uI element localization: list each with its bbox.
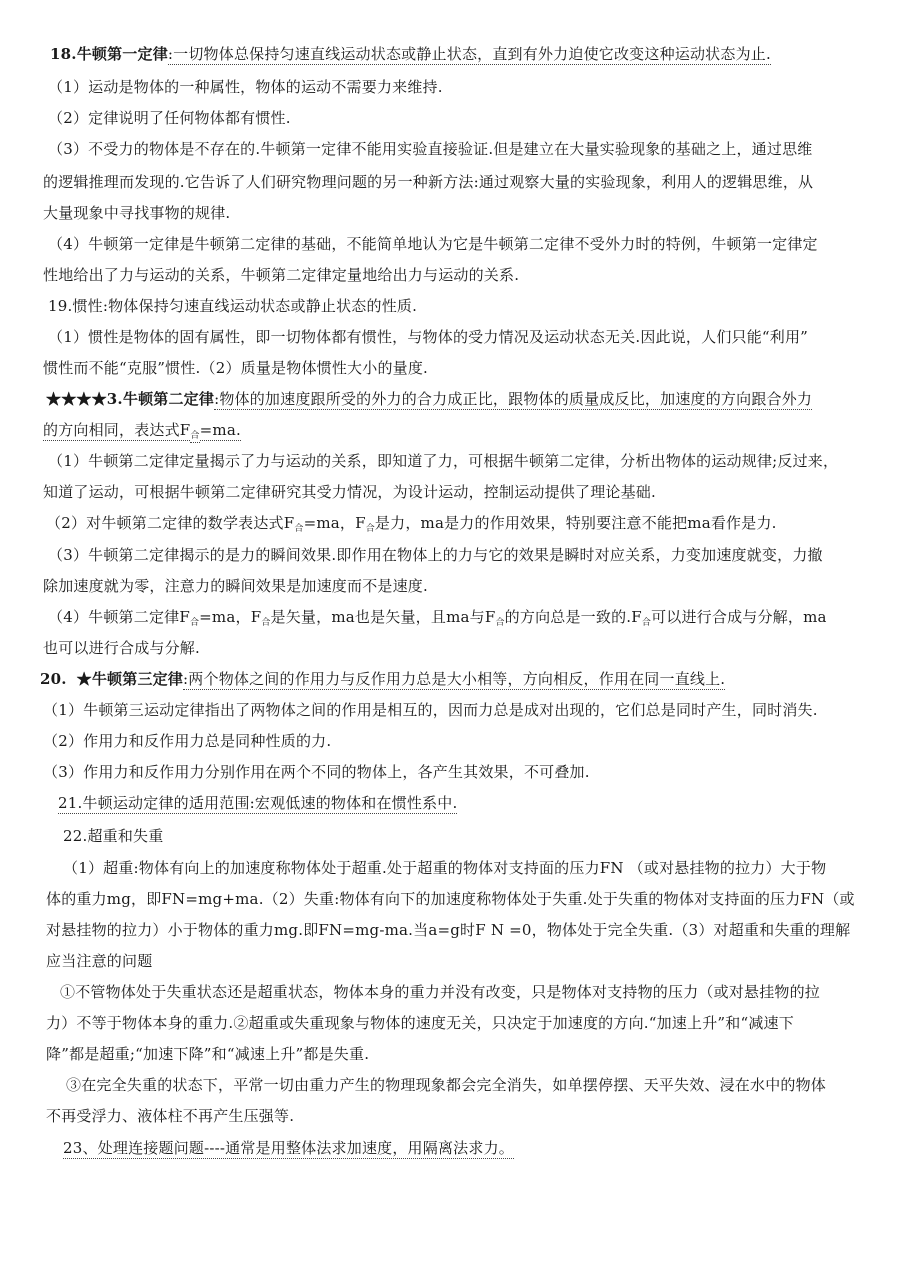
section-number: 18. — [50, 45, 77, 63]
paragraph: 也可以进行合成与分解. — [43, 639, 200, 657]
law-definition: :两个物体之间的作用力与反作用力总是大小相等，方向相反，作用在同一直线上. — [183, 670, 726, 688]
paragraph: 不再受浮力、液体柱不再产生压强等. — [46, 1107, 295, 1125]
paragraph: （2）对牛顿第二定律的数学表达式$F_合=ma$，$F_合$是力，ma是力的作用效果，特别要注意不能把ma看作是力. — [46, 514, 777, 534]
paragraph: 的逻辑推理而发现的.它告诉了人们研究物理问题的另一种新方法:通过观察大量的实验现象，利用人的逻辑思维，从 — [43, 173, 814, 191]
paragraph: （1）惯性是物体的固有属性，即一切物体都有惯性，与物体的受力情况及运动状态无关.因此说，人们只能“利用” — [48, 328, 809, 346]
paragraph: ①不管物体处于失重状态还是超重状态，物体本身的重力并没有改变，只是物体对支持物的压力（或对悬挂物的拉 — [60, 983, 821, 1001]
section-second-law-heading — [46, 389, 812, 409]
paragraph: 力）不等于物体本身的重力.②超重或失重现象与物体的速度无关，只决定于加速度的方向.“加速上升”和“减速下 — [46, 1014, 794, 1032]
section-18-heading — [50, 44, 771, 64]
law-title: 牛顿第二定律 — [122, 390, 215, 408]
section-23: 23、处理连接题问题----通常是用整体法求加速度，用隔离法求力。 — [63, 1139, 514, 1157]
paragraph: ③在完全失重的状态下，平常一切由重力产生的物理现象都会完全消失，如单摆停摆、天平失效、浸在水中的物体 — [66, 1076, 827, 1094]
law-title: ★牛顿第三定律 — [76, 670, 184, 688]
paragraph: （1）超重:物体有向上的加速度称物体处于超重.处于超重的物体对支持面的压力FN （或对悬挂物的拉力）大于物 — [63, 859, 827, 877]
paragraph: 惯性而不能“克服”惯性.（2）质量是物体惯性大小的量度. — [43, 359, 429, 377]
section-20-heading — [40, 669, 725, 689]
paragraph: 应当注意的问题 — [46, 952, 153, 970]
law-title: 牛顿第一定律 — [76, 45, 168, 63]
section-number: 20. — [40, 670, 67, 688]
paragraph: 体的重力mg，即FN=mg+ma.（2）失重:物体有向下的加速度称物体处于失重.处于失重的物体对支持面的压力FN（或 — [46, 890, 855, 908]
importance-stars: ★★★★3. — [46, 390, 123, 408]
paragraph: （1）牛顿第二定律定量揭示了力与运动的关系，即知道了力，可根据牛顿第二定律，分析出物体的运动规律;反过来， — [48, 452, 839, 470]
law-definition: :物体的加速度跟所受的外力的合力成正比，跟物体的质量成反比，加速度的方向跟合外力 — [214, 390, 813, 408]
law-definition-continued: 的方向相同，表达式$F_合=ma$. — [43, 421, 241, 441]
paragraph: （3）不受力的物体是不存在的.牛顿第一定律不能用实验直接验证.但是建立在大量实验现象的基础之上，通过思维 — [48, 140, 813, 158]
paragraph: 对悬挂物的拉力）小于物体的重力mg.即FN=mg-ma.当a=g时F N =0，物体处于完全失重.（3）对超重和失重的理解 — [46, 921, 851, 939]
paragraph: （4）牛顿第一定律是牛顿第二定律的基础，不能简单地认为它是牛顿第二定律不受外力时的特例，牛顿第一定律定 — [48, 235, 818, 253]
paragraph: （4）牛顿第二定律$F_合=ma$，$F_合$是矢量，ma也是矢量，且ma与$F_合$的方向总是一致的$.F_合$可以进行合成与分解，ma — [48, 608, 827, 628]
paragraph: （3）牛顿第二定律揭示的是力的瞬间效果.即作用在物体上的力与它的效果是瞬时对应关系，力变加速度就变，力撤 — [48, 546, 823, 564]
paragraph: （1）运动是物体的一种属性，物体的运动不需要力来维持. — [48, 78, 443, 96]
law-definition: :一切物体总保持匀速直线运动状态或静止状态，直到有外力迫使它改变这种运动状态为止. — [167, 45, 771, 63]
paragraph: 性地给出了力与运动的关系，牛顿第二定律定量地给出力与运动的关系. — [43, 266, 520, 284]
section-22-heading: 22.超重和失重 — [63, 827, 164, 845]
paragraph: （1）牛顿第三运动定律指出了两物体之间的作用是相互的，因而力总是成对出现的，它们总是同时产生，同时消失. — [43, 701, 818, 719]
paragraph: 降”都是超重;“加速下降”和“减速上升”都是失重. — [46, 1045, 370, 1063]
paragraph: （2）作用力和反作用力总是同种性质的力. — [43, 732, 332, 750]
section-19-heading: 19.惯性:物体保持匀速直线运动状态或静止状态的性质. — [48, 297, 418, 315]
paragraph: 知道了运动，可根据牛顿第二定律研究其受力情况，为设计运动，控制运动提供了理论基础. — [43, 483, 656, 501]
paragraph: 大量现象中寻找事物的规律. — [43, 204, 231, 222]
section-21: 21.牛顿运动定律的适用范围:宏观低速的物体和在惯性系中. — [58, 794, 458, 812]
paragraph: （2）定律说明了任何物体都有惯性. — [48, 109, 291, 127]
paragraph: 除加速度就为零，注意力的瞬间效果是加速度而不是速度. — [43, 577, 428, 595]
paragraph: （3）作用力和反作用力分别作用在两个不同的物体上，各产生其效果，不可叠加. — [43, 763, 590, 781]
